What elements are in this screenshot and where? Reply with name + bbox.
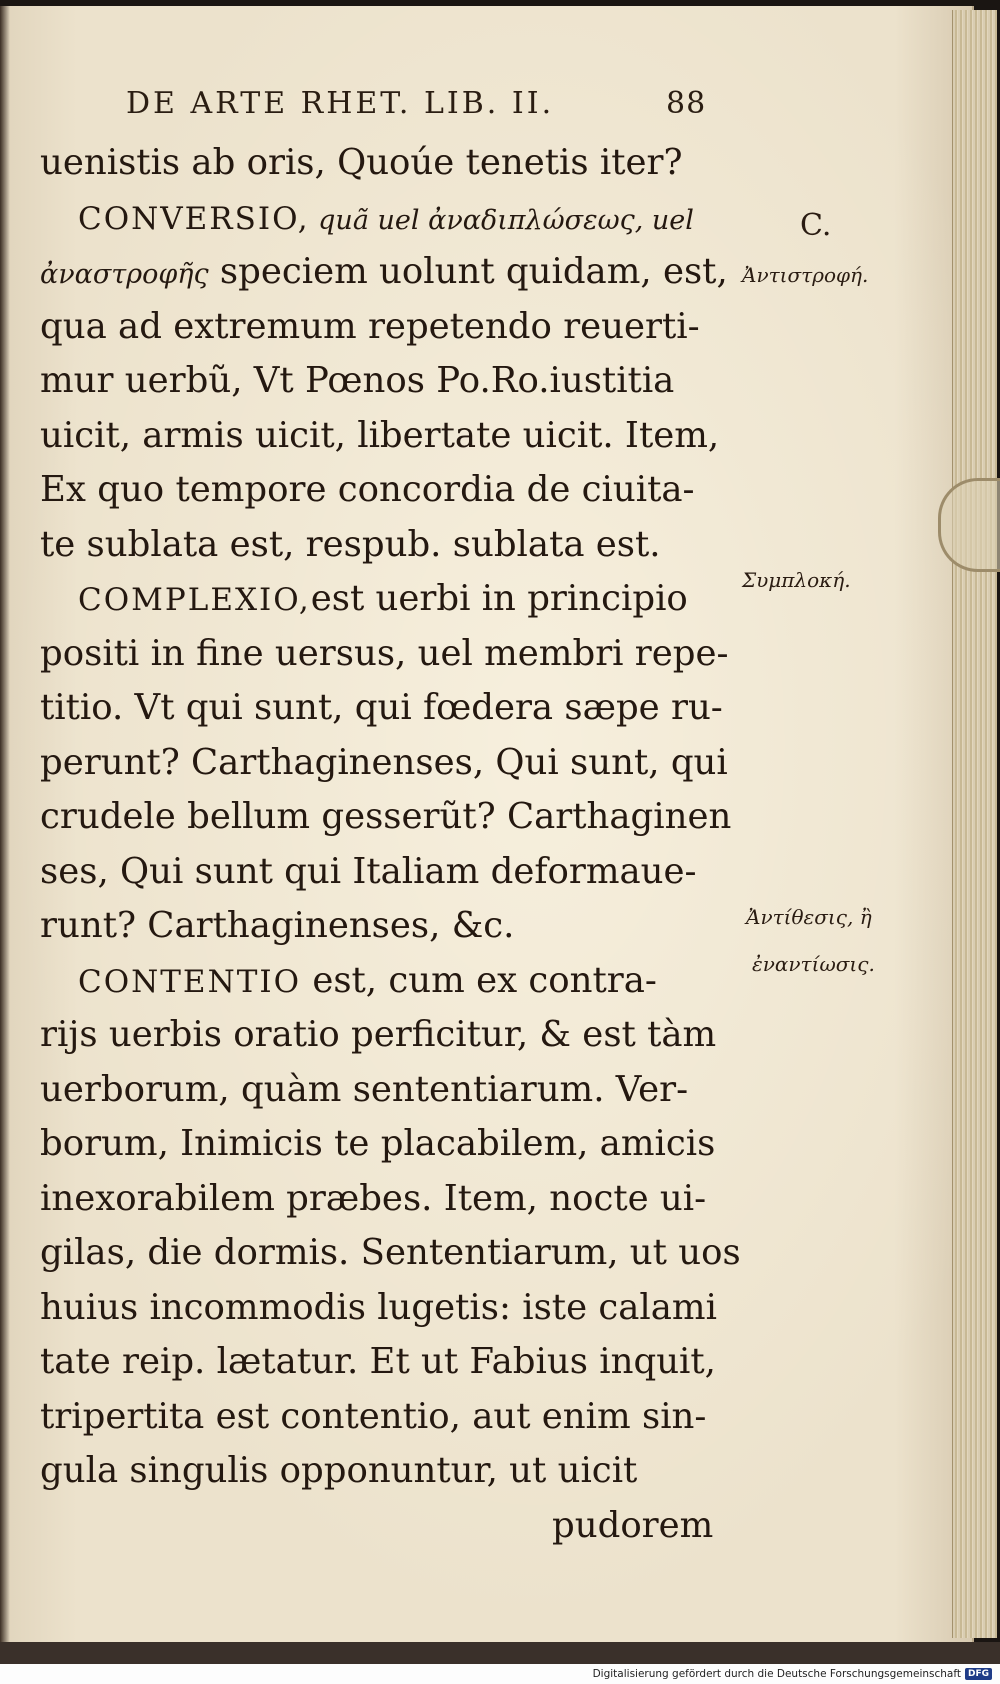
text-line bbox=[40, 245, 740, 300]
margin-note-enantiosis: ἐναντίωσις. bbox=[752, 952, 875, 976]
dfg-logo-icon: DFG bbox=[965, 1668, 992, 1680]
line-text: Ex quo tempore concordia de ciuita- bbox=[40, 469, 695, 510]
margin-note-c: C. bbox=[800, 208, 832, 243]
line-text: huius incommodis lugetis: iste calami bbox=[40, 1286, 717, 1328]
line-text: perunt? Carthaginenses, Qui sunt, qui bbox=[40, 741, 728, 783]
line-text: runt? Carthaginenses, &c. bbox=[40, 905, 515, 946]
line-text: borum, Inimicis te placabilem, amicis bbox=[40, 1123, 716, 1164]
text-line bbox=[40, 409, 740, 464]
line-text: uerborum, quàm sententiarum. Ver- bbox=[40, 1068, 689, 1110]
line-text: ses, Qui sunt qui Italiam deformaue- bbox=[40, 850, 697, 892]
footer-text: Digitalisierung gefördert durch die Deutsche Forschungsgemeinschaft bbox=[592, 1668, 961, 1680]
page-edges bbox=[952, 10, 997, 1638]
text-line bbox=[40, 1281, 740, 1336]
line-text: positi in fine uersus, uel membri repe- bbox=[40, 632, 729, 674]
header-title: DE ARTE RHET. LIB. II. bbox=[126, 86, 555, 121]
text-line bbox=[40, 899, 740, 954]
text-line bbox=[40, 1117, 740, 1172]
page-number: 88 bbox=[666, 86, 707, 121]
text-line bbox=[40, 354, 740, 409]
line-text: rijs uerbis oratio perficitur, & est tàm bbox=[40, 1014, 717, 1055]
line-text: pudorem bbox=[552, 1504, 714, 1546]
text-line bbox=[40, 681, 740, 736]
text-line bbox=[40, 845, 740, 900]
margin-note-symploke: Συμπλοκή. bbox=[742, 568, 851, 592]
book-spine-shadow bbox=[0, 6, 10, 1642]
text-line bbox=[40, 1172, 740, 1227]
line-text: crudele bellum gesserũt? Carthaginen bbox=[40, 796, 732, 837]
text-line bbox=[40, 1063, 740, 1118]
running-header bbox=[126, 86, 726, 126]
line-text: titio. Vt qui sunt, qui fœdera sæpe ru- bbox=[40, 687, 723, 728]
text-line bbox=[40, 518, 740, 573]
text-line bbox=[40, 1444, 740, 1499]
small-caps-term: COMPLEXIO, bbox=[78, 582, 311, 618]
text-line bbox=[40, 1390, 740, 1445]
text-line bbox=[40, 1335, 740, 1390]
line-text: mur uerbũ, Vt Pœnos Po.Ro.iustitia bbox=[40, 360, 675, 401]
text-line bbox=[40, 736, 740, 791]
line-text: inexorabilem præbes. Item, nocte ui- bbox=[40, 1177, 707, 1219]
greek-italic-term: ἀναστροφῆς bbox=[40, 259, 209, 290]
text-line bbox=[40, 1226, 740, 1281]
text-line bbox=[40, 191, 740, 246]
text-line bbox=[40, 790, 740, 845]
text-line bbox=[40, 463, 740, 518]
line-text: gilas, die dormis. Sententiarum, ut uos bbox=[40, 1232, 741, 1273]
line-text: qua ad extremum repetendo reuerti- bbox=[40, 305, 700, 347]
line-text: tripertita est contentio, aut enim sin- bbox=[40, 1395, 707, 1437]
line-text: gula singulis opponuntur, ut uicit bbox=[40, 1450, 638, 1491]
margin-note-antistrophe: Ἀντιστροφή. bbox=[742, 263, 869, 287]
bottom-cover-band bbox=[0, 1642, 1000, 1664]
main-text bbox=[40, 136, 740, 1553]
text-line bbox=[40, 136, 740, 191]
greek-italic-term: quã uel ἀναδιπλώσεως, uel bbox=[309, 204, 694, 236]
text-line bbox=[40, 1499, 740, 1554]
line-text: uicit, armis uicit, libertate uicit. Item, bbox=[40, 414, 720, 456]
line-text: uenistis ab oris, Quoúe tenetis iter? bbox=[40, 142, 683, 183]
footer-credit bbox=[593, 1665, 992, 1683]
text-line bbox=[40, 572, 740, 627]
line-text: tate reip. lætatur. Et ut Fabius inquit, bbox=[40, 1341, 716, 1382]
text-line bbox=[40, 1008, 740, 1063]
line-text: est, cum ex contra- bbox=[301, 959, 657, 1001]
text-line bbox=[40, 627, 740, 682]
text-line bbox=[40, 300, 740, 355]
line-text: speciem uolunt quidam, est, bbox=[208, 251, 728, 292]
line-text: est uerbi in principio bbox=[310, 578, 688, 619]
small-caps-term: CONVERSIO, bbox=[78, 200, 310, 237]
small-caps-term: CONTENTIO bbox=[78, 963, 302, 1000]
line-text: te sublata est, respub. sublata est. bbox=[40, 523, 661, 565]
text-line bbox=[40, 954, 740, 1009]
clasp-ring bbox=[938, 478, 1000, 572]
margin-note-antithesis: Ἀντίθεσις, ἢ bbox=[746, 905, 872, 929]
